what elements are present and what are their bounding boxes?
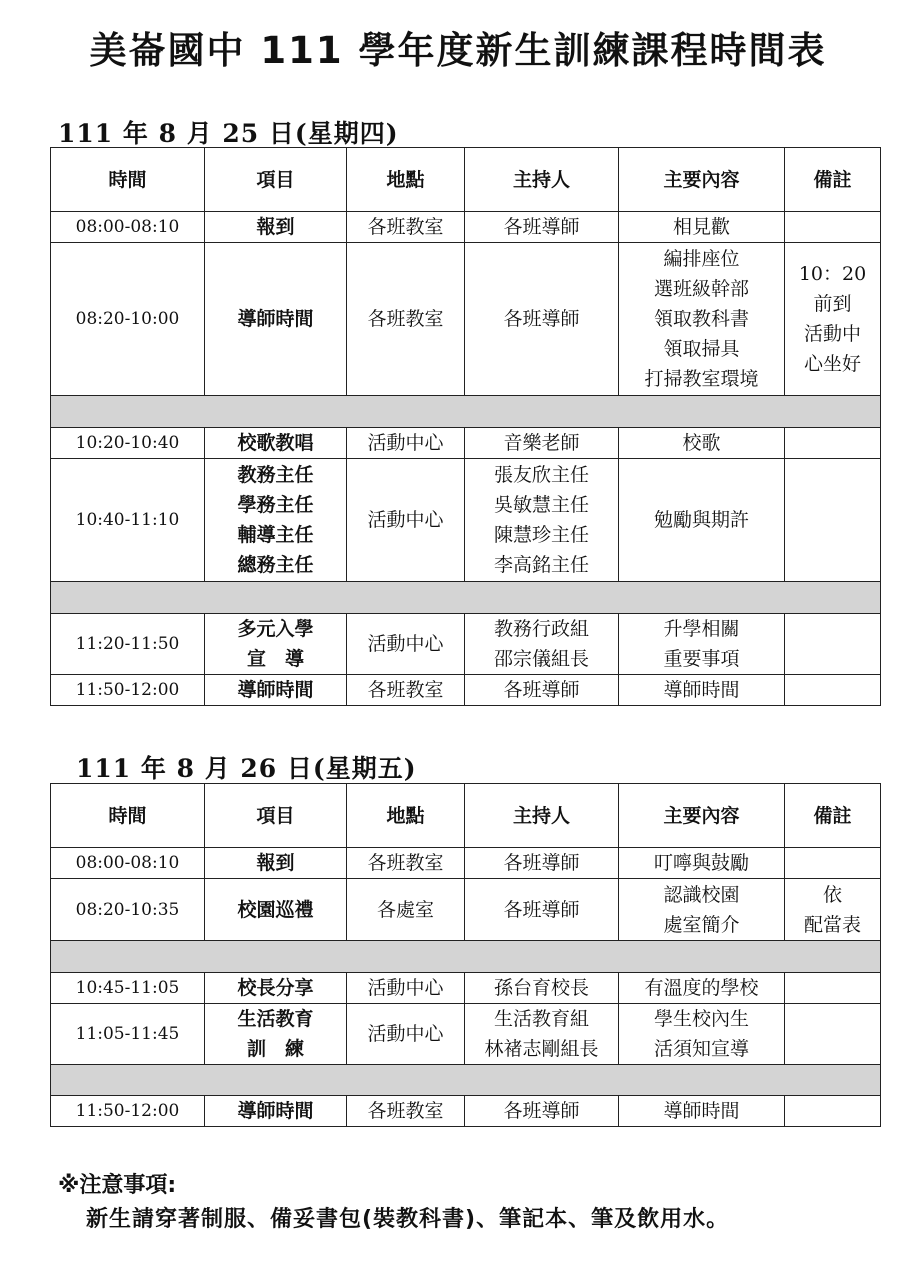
content-line: 處室簡介: [663, 913, 740, 936]
day1-date: 111 年 8 月 25 日(星期四): [58, 119, 399, 148]
host-cell: 各班導師: [465, 243, 619, 396]
item-line: 學務主任: [237, 494, 314, 516]
time-cell: 08:00-08:10: [51, 848, 205, 879]
note-line: 活動中: [803, 323, 861, 345]
content-cell: 有溫度的學校: [619, 973, 785, 1004]
item-cell: 導師時間: [205, 1096, 347, 1127]
note-line: 心坐好: [803, 353, 861, 375]
place-cell: 各班教室: [347, 675, 465, 706]
content-line: 領取教科書: [653, 308, 749, 330]
item-cell: 校園巡禮: [205, 879, 347, 941]
table-row: [51, 1096, 881, 1127]
note-cell: [785, 614, 881, 675]
header-item: 項目: [205, 148, 347, 212]
item-cell: 導師時間: [205, 243, 347, 396]
item-cell: 報到: [205, 848, 347, 879]
break-row: [51, 1065, 881, 1096]
item-line: 宣 導: [246, 648, 304, 670]
host-cell: [465, 614, 619, 675]
item-line: 訓 練: [246, 1038, 304, 1060]
table-row: [51, 428, 881, 459]
content-cell: 勉勵與期許: [619, 459, 785, 582]
place-cell: 各處室: [347, 879, 465, 941]
content-line: 認識校園: [663, 883, 740, 906]
header-note: 備註: [785, 784, 881, 848]
table-row: [51, 212, 881, 243]
header-content: 主要內容: [619, 784, 785, 848]
note-cell: [785, 1096, 881, 1127]
content-line: 重要事項: [663, 648, 740, 670]
item-line: 生活教育: [237, 1008, 314, 1030]
host-line: 陳慧珍主任: [493, 524, 589, 546]
day2-date: 111 年 8 月 26 日(星期五): [76, 754, 417, 783]
item-line: 總務主任: [237, 554, 314, 576]
header-time: 時間: [51, 784, 205, 848]
time-cell: 11:50-12:00: [51, 675, 205, 706]
item-cell: [205, 459, 347, 582]
content-line: 打掃教室環境: [644, 368, 759, 390]
note-line: 前到: [813, 293, 852, 315]
host-cell: 各班導師: [465, 1096, 619, 1127]
item-cell: [205, 1004, 347, 1065]
content-cell: [619, 614, 785, 675]
break-row: [51, 396, 881, 428]
header-host: 主持人: [465, 784, 619, 848]
place-cell: 活動中心: [347, 459, 465, 582]
host-cell: [465, 459, 619, 582]
host-line: 邵宗儀組長: [493, 648, 589, 670]
time-cell: 08:20-10:35: [51, 879, 205, 941]
table-row: [51, 848, 881, 879]
header-time: 時間: [51, 148, 205, 212]
place-cell: 各班教室: [347, 1096, 465, 1127]
place-cell: 各班教室: [347, 848, 465, 879]
content-cell: [619, 1004, 785, 1065]
content-line: 升學相關: [663, 618, 740, 640]
place-cell: 活動中心: [347, 973, 465, 1004]
time-cell: 10:20-10:40: [51, 428, 205, 459]
host-line: 張友欣主任: [493, 464, 589, 486]
notes-title: ※注意事項:: [58, 1173, 177, 1198]
header-place: 地點: [347, 148, 465, 212]
place-cell: 各班教室: [347, 243, 465, 396]
item-cell: 校長分享: [205, 973, 347, 1004]
content-cell: 相見歡: [619, 212, 785, 243]
note-line: 配當表: [803, 913, 861, 936]
header-content: 主要內容: [619, 148, 785, 212]
item-line: 輔導主任: [237, 524, 314, 546]
header-note: 備註: [785, 148, 881, 212]
note-line: 依: [822, 883, 842, 906]
host-cell: 各班導師: [465, 675, 619, 706]
note-line: 10：20: [798, 263, 867, 285]
place-cell: 活動中心: [347, 428, 465, 459]
time-cell: 11:50-12:00: [51, 1096, 205, 1127]
content-cell: 導師時間: [619, 675, 785, 706]
table-row: [51, 973, 881, 1004]
table-row: [51, 675, 881, 706]
host-line: 林禇志剛組長: [484, 1038, 599, 1060]
place-cell: 各班教室: [347, 212, 465, 243]
note-cell: [785, 212, 881, 243]
content-cell: 校歌: [619, 428, 785, 459]
item-line: 多元入學: [237, 618, 314, 640]
note-cell: [785, 675, 881, 706]
content-cell: 導師時間: [619, 1096, 785, 1127]
content-line: 學生校內生: [653, 1008, 749, 1030]
place-cell: 活動中心: [347, 1004, 465, 1065]
header-host: 主持人: [465, 148, 619, 212]
host-line: 教務行政組: [493, 618, 589, 640]
table-row: [51, 879, 881, 941]
content-cell: [619, 243, 785, 396]
host-cell: 音樂老師: [465, 428, 619, 459]
table-row: [51, 614, 881, 675]
note-cell: [785, 848, 881, 879]
place-cell: 活動中心: [347, 614, 465, 675]
item-cell: [205, 614, 347, 675]
host-line: 吳敏慧主任: [493, 494, 589, 516]
table-row: [51, 243, 881, 396]
time-cell: 11:20-11:50: [51, 614, 205, 675]
content-cell: 叮嚀與鼓勵: [619, 848, 785, 879]
note-cell: [785, 459, 881, 582]
host-line: 李高銘主任: [493, 554, 589, 576]
table-row: [51, 1004, 881, 1065]
break-row: [51, 582, 881, 614]
content-cell: [619, 879, 785, 941]
page-title: 美崙國中 111 學年度新生訓練課程時間表: [89, 29, 827, 72]
note-cell: [785, 973, 881, 1004]
day2-schedule-table: [50, 783, 881, 1127]
table-header-row: [51, 784, 881, 848]
item-cell: 報到: [205, 212, 347, 243]
content-line: 領取掃具: [663, 338, 740, 360]
time-cell: 08:00-08:10: [51, 212, 205, 243]
note-cell: [785, 879, 881, 941]
note-cell: [785, 243, 881, 396]
content-line: 活須知宣導: [653, 1038, 749, 1060]
host-cell: 各班導師: [465, 879, 619, 941]
day1-schedule-table: [50, 147, 881, 706]
host-cell: [465, 1004, 619, 1065]
item-cell: 校歌教唱: [205, 428, 347, 459]
host-cell: 各班導師: [465, 212, 619, 243]
table-header-row: [51, 148, 881, 212]
item-line: 教務主任: [237, 464, 314, 486]
notes-text: 新生請穿著制服、備妥書包(裝教科書)、筆記本、筆及飲用水。: [86, 1207, 730, 1232]
header-place: 地點: [347, 784, 465, 848]
break-row: [51, 941, 881, 973]
time-cell: 10:45-11:05: [51, 973, 205, 1004]
note-cell: [785, 428, 881, 459]
host-cell: 各班導師: [465, 848, 619, 879]
item-cell: 導師時間: [205, 675, 347, 706]
note-cell: [785, 1004, 881, 1065]
time-cell: 08:20-10:00: [51, 243, 205, 396]
table-row: [51, 459, 881, 582]
content-line: 選班級幹部: [653, 278, 749, 300]
host-line: 生活教育組: [493, 1008, 589, 1030]
header-item: 項目: [205, 784, 347, 848]
time-cell: 11:05-11:45: [51, 1004, 205, 1065]
host-cell: 孫台育校長: [465, 973, 619, 1004]
content-line: 編排座位: [663, 248, 740, 270]
time-cell: 10:40-11:10: [51, 459, 205, 582]
